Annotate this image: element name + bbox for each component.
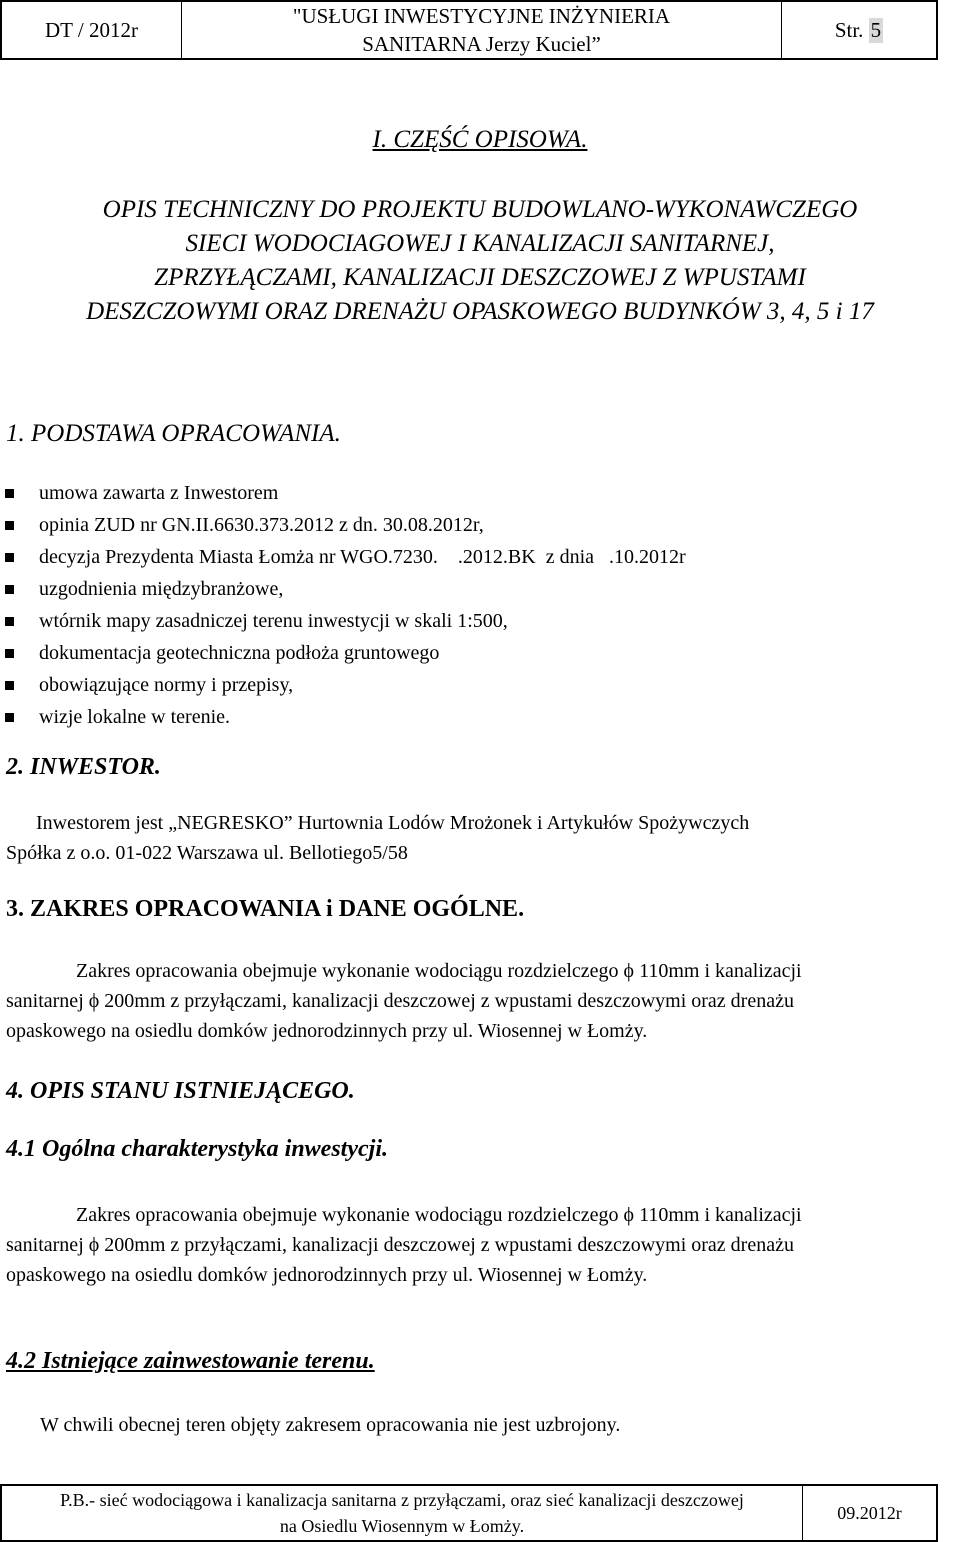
characteristics-line-2: sanitarnej ϕ 200mm z przyłączami, kanalizacji deszczowej z wpustami deszczowymi oraz drenażu: [6, 1234, 794, 1256]
investor-line-1: Inwestorem jest „NEGRESKO” Hurtownia Lodów Mrożonek i Artykułów Spożywczych: [36, 812, 750, 834]
section2-heading: 2. INWESTOR.: [6, 754, 161, 780]
scope-line-3: opaskowego na osiedlu domków jednorodzinnych przy ul. Wiosennej w Łomży.: [6, 1020, 648, 1042]
footer-project-line2: na Osiedlu Wiosennym w Łomży.: [279, 1516, 525, 1536]
main-title: I. CZĘŚĆ OPISOWA.: [372, 126, 588, 153]
square-bullet-icon: [5, 489, 14, 498]
section1-heading: 1. PODSTAWA OPRACOWANIA.: [6, 420, 341, 447]
list-item: umowa zawarta z Inwestorem: [0, 477, 686, 509]
square-bullet-icon: [5, 553, 14, 562]
opis-line-2: SIECI WODOCIAGOWEJ I KANALIZACJI SANITARNEJ,: [185, 230, 775, 257]
footer-project-line1: P.B.- sieć wodociągowa i kanalizacja sanitarna z przyłączami, oraz sieć kanalizacji deszczowej: [60, 1490, 744, 1510]
characteristics-line-1: Zakres opracowania obejmuje wykonanie wodociągu rozdzielczego ϕ 110mm i kanalizacji: [76, 1204, 802, 1226]
footer-project: [2, 1486, 803, 1540]
page-prefix: Str.: [834, 17, 864, 42]
list-item: uzgodnienia międzybranżowe,: [0, 573, 686, 605]
list-item: dokumentacja geotechniczna podłoża gruntowego: [0, 637, 686, 669]
list-item: decyzja Prezydenta Miasta Łomża nr WGO.7230. .2012.BK z dnia .10.2012r: [0, 541, 686, 573]
header-page: [782, 2, 936, 58]
section3-heading: 3. ZAKRES OPRACOWANIA i DANE OGÓLNE.: [6, 896, 525, 922]
list-item: wizje lokalne w terenie.: [0, 701, 686, 733]
page-number: 5: [870, 17, 882, 42]
header-company-line1: "USŁUGI INWESTYCYJNE INŻYNIERIA: [292, 4, 671, 28]
section4-heading: 4. OPIS STANU ISTNIEJĄCEGO.: [6, 1078, 355, 1104]
scope-line-1: Zakres opracowania obejmuje wykonanie wodociągu rozdzielczego ϕ 110mm i kanalizacji: [76, 960, 802, 982]
basis-list: [0, 477, 686, 733]
square-bullet-icon: [5, 617, 14, 626]
characteristics-line-3: opaskowego na osiedlu domków jednorodzinnych przy ul. Wiosennej w Łomży.: [6, 1264, 648, 1286]
list-item: wtórnik mapy zasadniczej terenu inwestycji w skali 1:500,: [0, 605, 686, 637]
section4-1-heading: 4.1 Ogólna charakterystyka inwestycji.: [6, 1136, 388, 1162]
square-bullet-icon: [5, 585, 14, 594]
square-bullet-icon: [5, 521, 14, 530]
list-item: opinia ZUD nr GN.II.6630.373.2012 z dn. 30.08.2012r,: [0, 509, 686, 541]
opis-line-3: ZPRZYŁĄCZAMI, KANALIZACJI DESZCZOWEJ Z WPUSTAMI: [154, 264, 806, 291]
square-bullet-icon: [5, 649, 14, 658]
existing-development-text: W chwili obecnej teren objęty zakresem opracowania nie jest uzbrojony.: [40, 1414, 621, 1436]
opis-line-4: DESZCZOWYMI ORAZ DRENAŻU OPASKOWEGO BUDYNKÓW 3, 4, 5 i 17: [86, 298, 874, 325]
page-header: [0, 0, 938, 60]
list-item: obowiązujące normy i przepisy,: [0, 669, 686, 701]
header-document-code: DT / 2012r: [2, 2, 182, 58]
page-footer: [0, 1484, 938, 1542]
section4-2-heading: 4.2 Istniejące zainwestowanie terenu.: [6, 1348, 375, 1374]
square-bullet-icon: [5, 681, 14, 690]
investor-line-2: Spółka z o.o. 01-022 Warszawa ul. Bellotiego5/58: [6, 842, 408, 864]
opis-line-1: OPIS TECHNICZNY DO PROJEKTU BUDOWLANO-WYKONAWCZEGO: [102, 196, 858, 223]
footer-date: 09.2012r: [837, 1502, 902, 1523]
square-bullet-icon: [5, 713, 14, 722]
header-company-line2: SANITARNA Jerzy Kuciel”: [362, 32, 601, 56]
header-company: [182, 2, 782, 58]
scope-line-2: sanitarnej ϕ 200mm z przyłączami, kanalizacji deszczowej z wpustami deszczowymi oraz drenażu: [6, 990, 794, 1012]
